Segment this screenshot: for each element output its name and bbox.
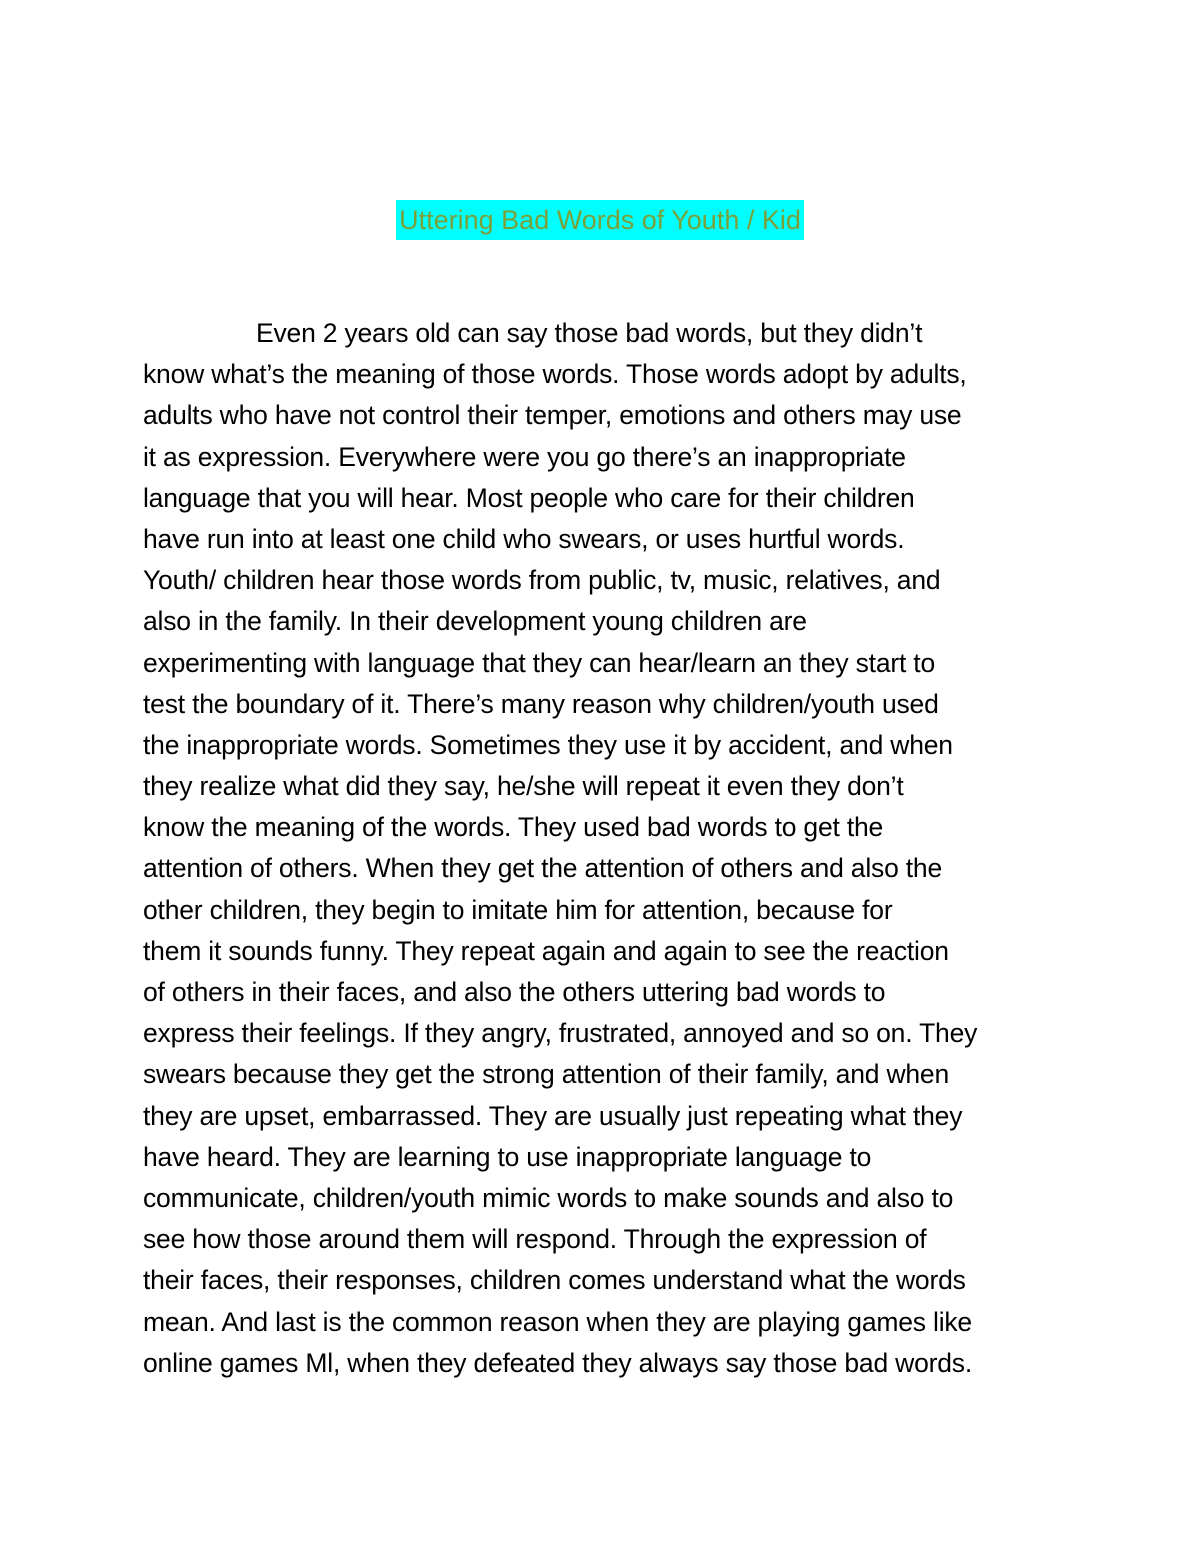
paragraph-line: have run into at least one child who swears, or uses hurtful words. — [143, 523, 905, 554]
paragraph-line: they are upset, embarrassed. They are usually just repeating what they — [143, 1100, 963, 1131]
paragraph-line: them it sounds funny. They repeat again and again to see the reaction — [143, 935, 949, 966]
paragraph-line: mean. And last is the common reason when they are playing games like — [143, 1306, 972, 1337]
paragraph-line: of others in their faces, and also the others uttering bad words to — [143, 977, 886, 1007]
paragraph-line: Even 2 years old can say those bad words, but they didn’t — [256, 318, 923, 348]
paragraph-line: adults who have not control their temper, emotions and others may use — [143, 400, 962, 431]
paragraph-line: test the boundary of it. There’s many reason why children/youth used — [143, 688, 939, 719]
paragraph-line: swears because they get the strong attention of their family, and when — [143, 1059, 950, 1090]
paragraph-line: attention of others. When they get the attention of others and also the — [143, 853, 943, 884]
paragraph-line: it as expression. Everywhere were you go there’s an inappropriate — [143, 441, 906, 472]
paragraph-line: know what’s the meaning of those words. Those words adopt by adults, — [143, 359, 967, 390]
paragraph-line: see how those around them will respond. Through the expression of — [143, 1224, 927, 1255]
body-paragraph — [143, 313, 1073, 1384]
paragraph-line: communicate, children/youth mimic words to make sounds and also to — [143, 1182, 954, 1213]
paragraph-line: language that you will hear. Most people who care for their children — [143, 482, 915, 513]
document-title: Uttering Bad Words of Youth / Kid — [396, 200, 804, 240]
paragraph-line: experimenting with language that they can hear/learn an they start to — [143, 647, 936, 678]
paragraph-line: the inappropriate words. Sometimes they use it by accident, and when — [143, 729, 953, 760]
paragraph-line: their faces, their responses, children comes understand what the words — [143, 1265, 966, 1296]
paragraph-line: other children, they begin to imitate him for attention, because for — [143, 894, 893, 925]
paragraph-line: have heard. They are learning to use inappropriate language to — [143, 1141, 872, 1172]
title-container — [0, 200, 1200, 240]
paragraph-line: know the meaning of the words. They used bad words to get the — [143, 812, 884, 843]
paragraph-line: express their feelings. If they angry, frustrated, annoyed and so on. They — [143, 1018, 978, 1049]
paragraph-line: also in the family. In their development young children are — [143, 606, 807, 637]
paragraph-line: Youth/ children hear those words from public, tv, music, relatives, and — [143, 565, 941, 596]
paragraph-line: they realize what did they say, he/she will repeat it even they don’t — [143, 771, 904, 802]
paragraph-line: online games Ml, when they defeated they always say those bad words. — [143, 1347, 972, 1378]
